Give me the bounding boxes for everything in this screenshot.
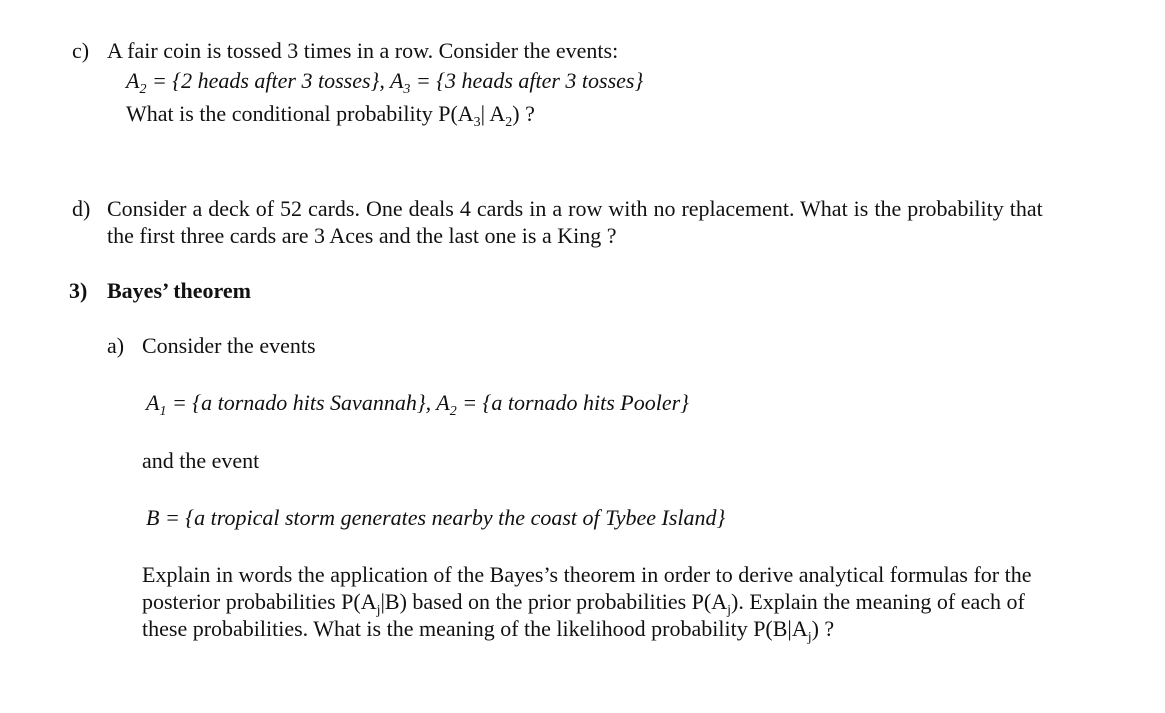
item-a-intro: Consider the events bbox=[142, 333, 316, 358]
section-3-label: 3) bbox=[69, 278, 88, 303]
item-a-event-b bbox=[146, 507, 725, 529]
item-a-label: a) bbox=[107, 333, 125, 358]
event-a1-var: A bbox=[146, 390, 160, 415]
item-a-explain-line3: these probabilities. What is the meaning of the likelihood probability $P(B|A_j)$ ? bbox=[142, 616, 835, 645]
item-a-event-definitions bbox=[146, 390, 689, 419]
event-a2-sub: 2 bbox=[139, 82, 147, 97]
event-a2-var: A bbox=[126, 68, 140, 93]
event-a2-def: = {2 heads after 3 tosses}, bbox=[151, 68, 385, 93]
item-c-label: c) bbox=[72, 38, 90, 63]
item-a-and-event: and the event bbox=[142, 448, 260, 473]
event-a2-sub: 2 bbox=[449, 404, 457, 419]
event-a1-sub: 1 bbox=[159, 404, 167, 419]
event-b-var: B bbox=[146, 505, 160, 530]
item-c-question: What is the conditional probability $P(A_3|$ $A_2$) ? bbox=[126, 101, 535, 130]
item-d-line2: the first three cards are 3 Aces and the last one is a King ? bbox=[107, 223, 617, 248]
item-a-explain-line1: Explain in words the application of the Bayes’s theorem in order to derive analytical formulas for the bbox=[142, 562, 1032, 587]
item-c-intro: A fair coin is tossed 3 times in a row. Consider the events: bbox=[107, 38, 619, 63]
event-a3-sub: 3 bbox=[403, 82, 411, 97]
item-d-line1: Consider a deck of 52 cards. One deals 4 cards in a row with no replacement. What is the probability that bbox=[107, 196, 1043, 221]
item-a-explain-line2: posterior probabilities $P(A_j|B)$ based on the prior probabilities $P(A_j)$. Explain the meaning of each of bbox=[142, 589, 1025, 618]
item-d-label: d) bbox=[72, 196, 91, 221]
section-3-title: Bayes’ theorem bbox=[107, 278, 251, 303]
event-a1-def: = {a tornado hits Savannah}, bbox=[171, 390, 432, 415]
event-a3-var: A bbox=[389, 68, 404, 93]
event-a2-def: = {a tornado hits Pooler} bbox=[462, 390, 689, 415]
event-a2-var: A bbox=[436, 390, 450, 415]
item-c-event-definitions bbox=[126, 68, 644, 97]
event-a3-def: = {3 heads after 3 tosses} bbox=[415, 68, 644, 93]
event-b-def: = {a tropical storm generates nearby the coast of Tybee Island} bbox=[164, 505, 726, 530]
